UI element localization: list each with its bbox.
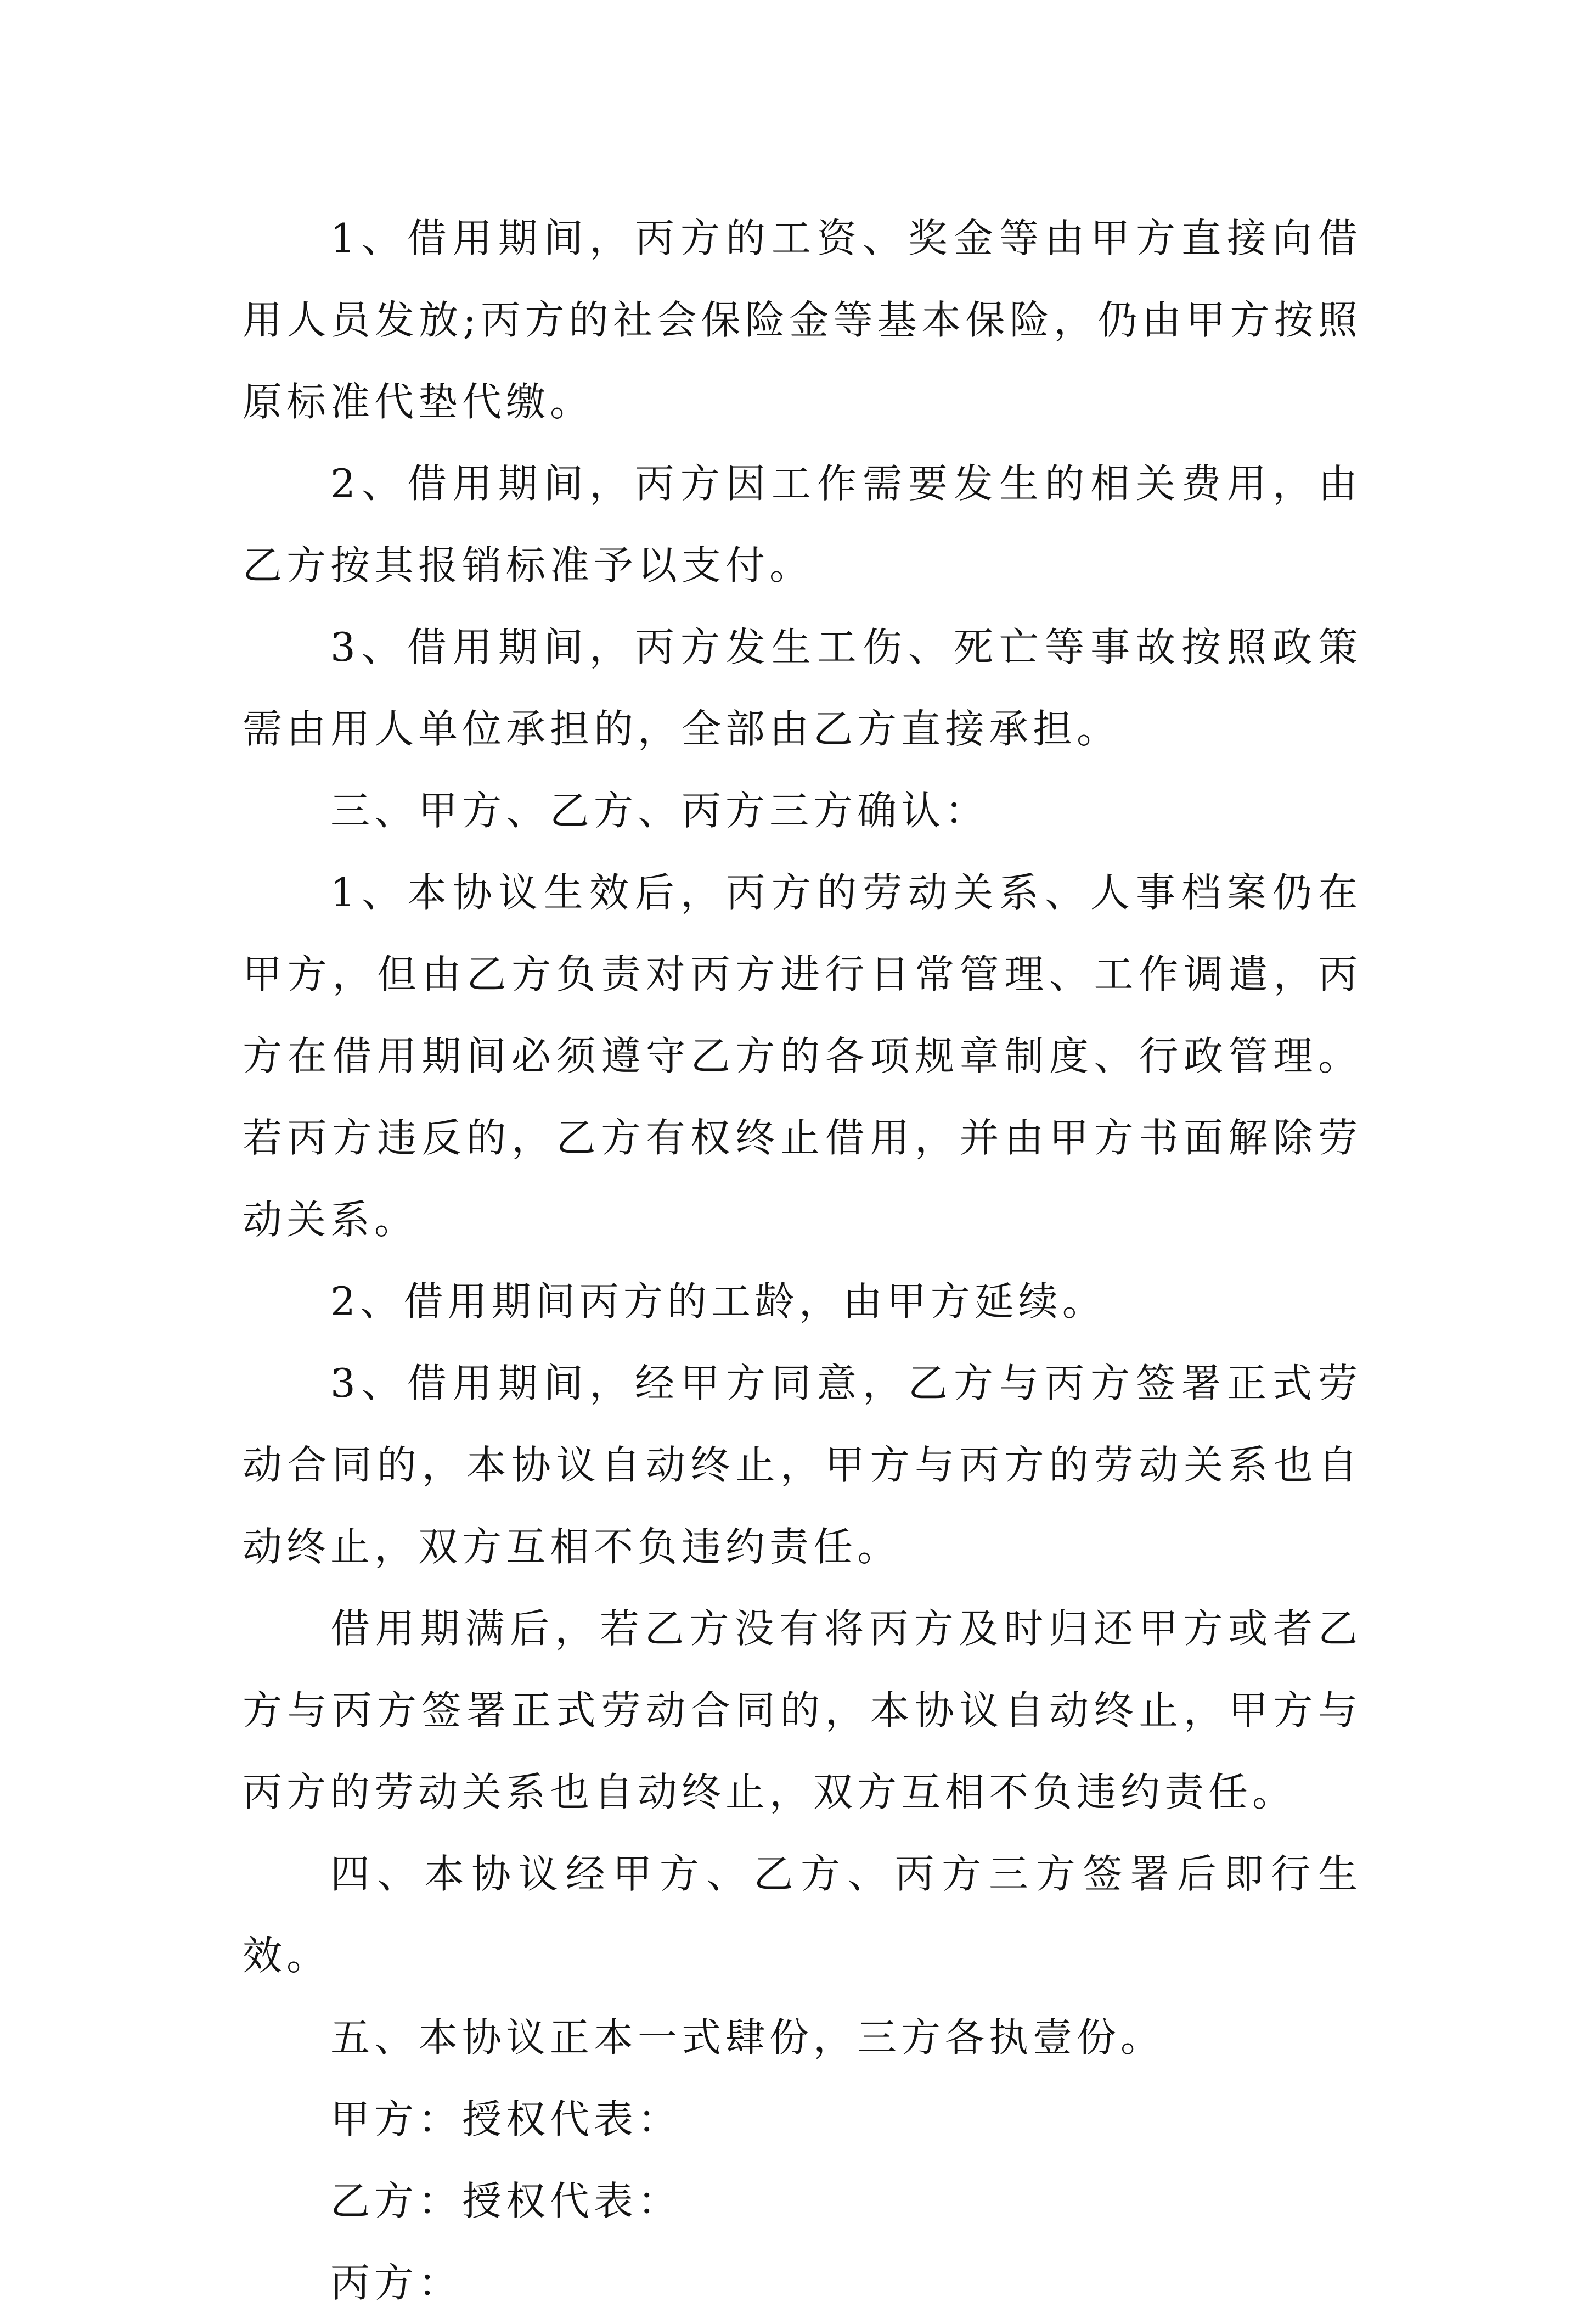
- paragraph-expiry: 借用期满后，若乙方没有将丙方及时归还甲方或者乙方与丙方签署正式劳动合同的，本协议自动终止，甲方与丙方的劳动关系也自动终止，双方互相不负违约责任。: [243, 1606, 1362, 1815]
- paragraph-clause-3-1: 1、本协议生效后，丙方的劳动关系、人事档案仍在甲方，但由乙方负责对丙方进行日常管理、工作调遣，丙方在借用期间必须遵守乙方的各项规章制度、行政管理。若丙方违反的，乙方有权终止借用，并由甲方书面解除劳动关系。: [243, 869, 1362, 1243]
- paragraph-section-4: 四、本协议经甲方、乙方、丙方三方签署后即行生效。: [243, 1851, 1362, 1979]
- paragraph-clause-2-2: 2、借用期间，丙方因工作需要发生的相关费用，由乙方按其报销标准予以支付。: [243, 461, 1362, 588]
- signature-party-b: 乙方：授权代表：: [330, 2178, 682, 2224]
- paragraph-section-3-heading: 三、甲方、乙方、丙方三方确认：: [330, 788, 989, 834]
- signature-party-c: 丙方：: [330, 2260, 463, 2306]
- paragraph-clause-3-3: 3、借用期间，经甲方同意，乙方与丙方签署正式劳动合同的，本协议自动终止，甲方与丙方的劳动关系也自动终止，双方互相不负违约责任。: [243, 1360, 1362, 1570]
- document-body: [243, 198, 1362, 2324]
- paragraph-clause-2-1: 1、借用期间，丙方的工资、奖金等由甲方直接向借用人员发放;丙方的社会保险金等基本保险，仍由甲方按照原标准代垫代缴。: [243, 215, 1362, 425]
- paragraph-section-5: 五、本协议正本一式肆份，三方各执壹份。: [330, 2014, 1165, 2061]
- paragraph-clause-3-2: 2、借用期间丙方的工龄，由甲方延续。: [330, 1278, 1106, 1324]
- signature-party-a: 甲方：授权代表：: [330, 2096, 682, 2142]
- paragraph-clause-2-3: 3、借用期间，丙方发生工伤、死亡等事故按照政策需由用人单位承担的，全部由乙方直接承担。: [243, 624, 1362, 752]
